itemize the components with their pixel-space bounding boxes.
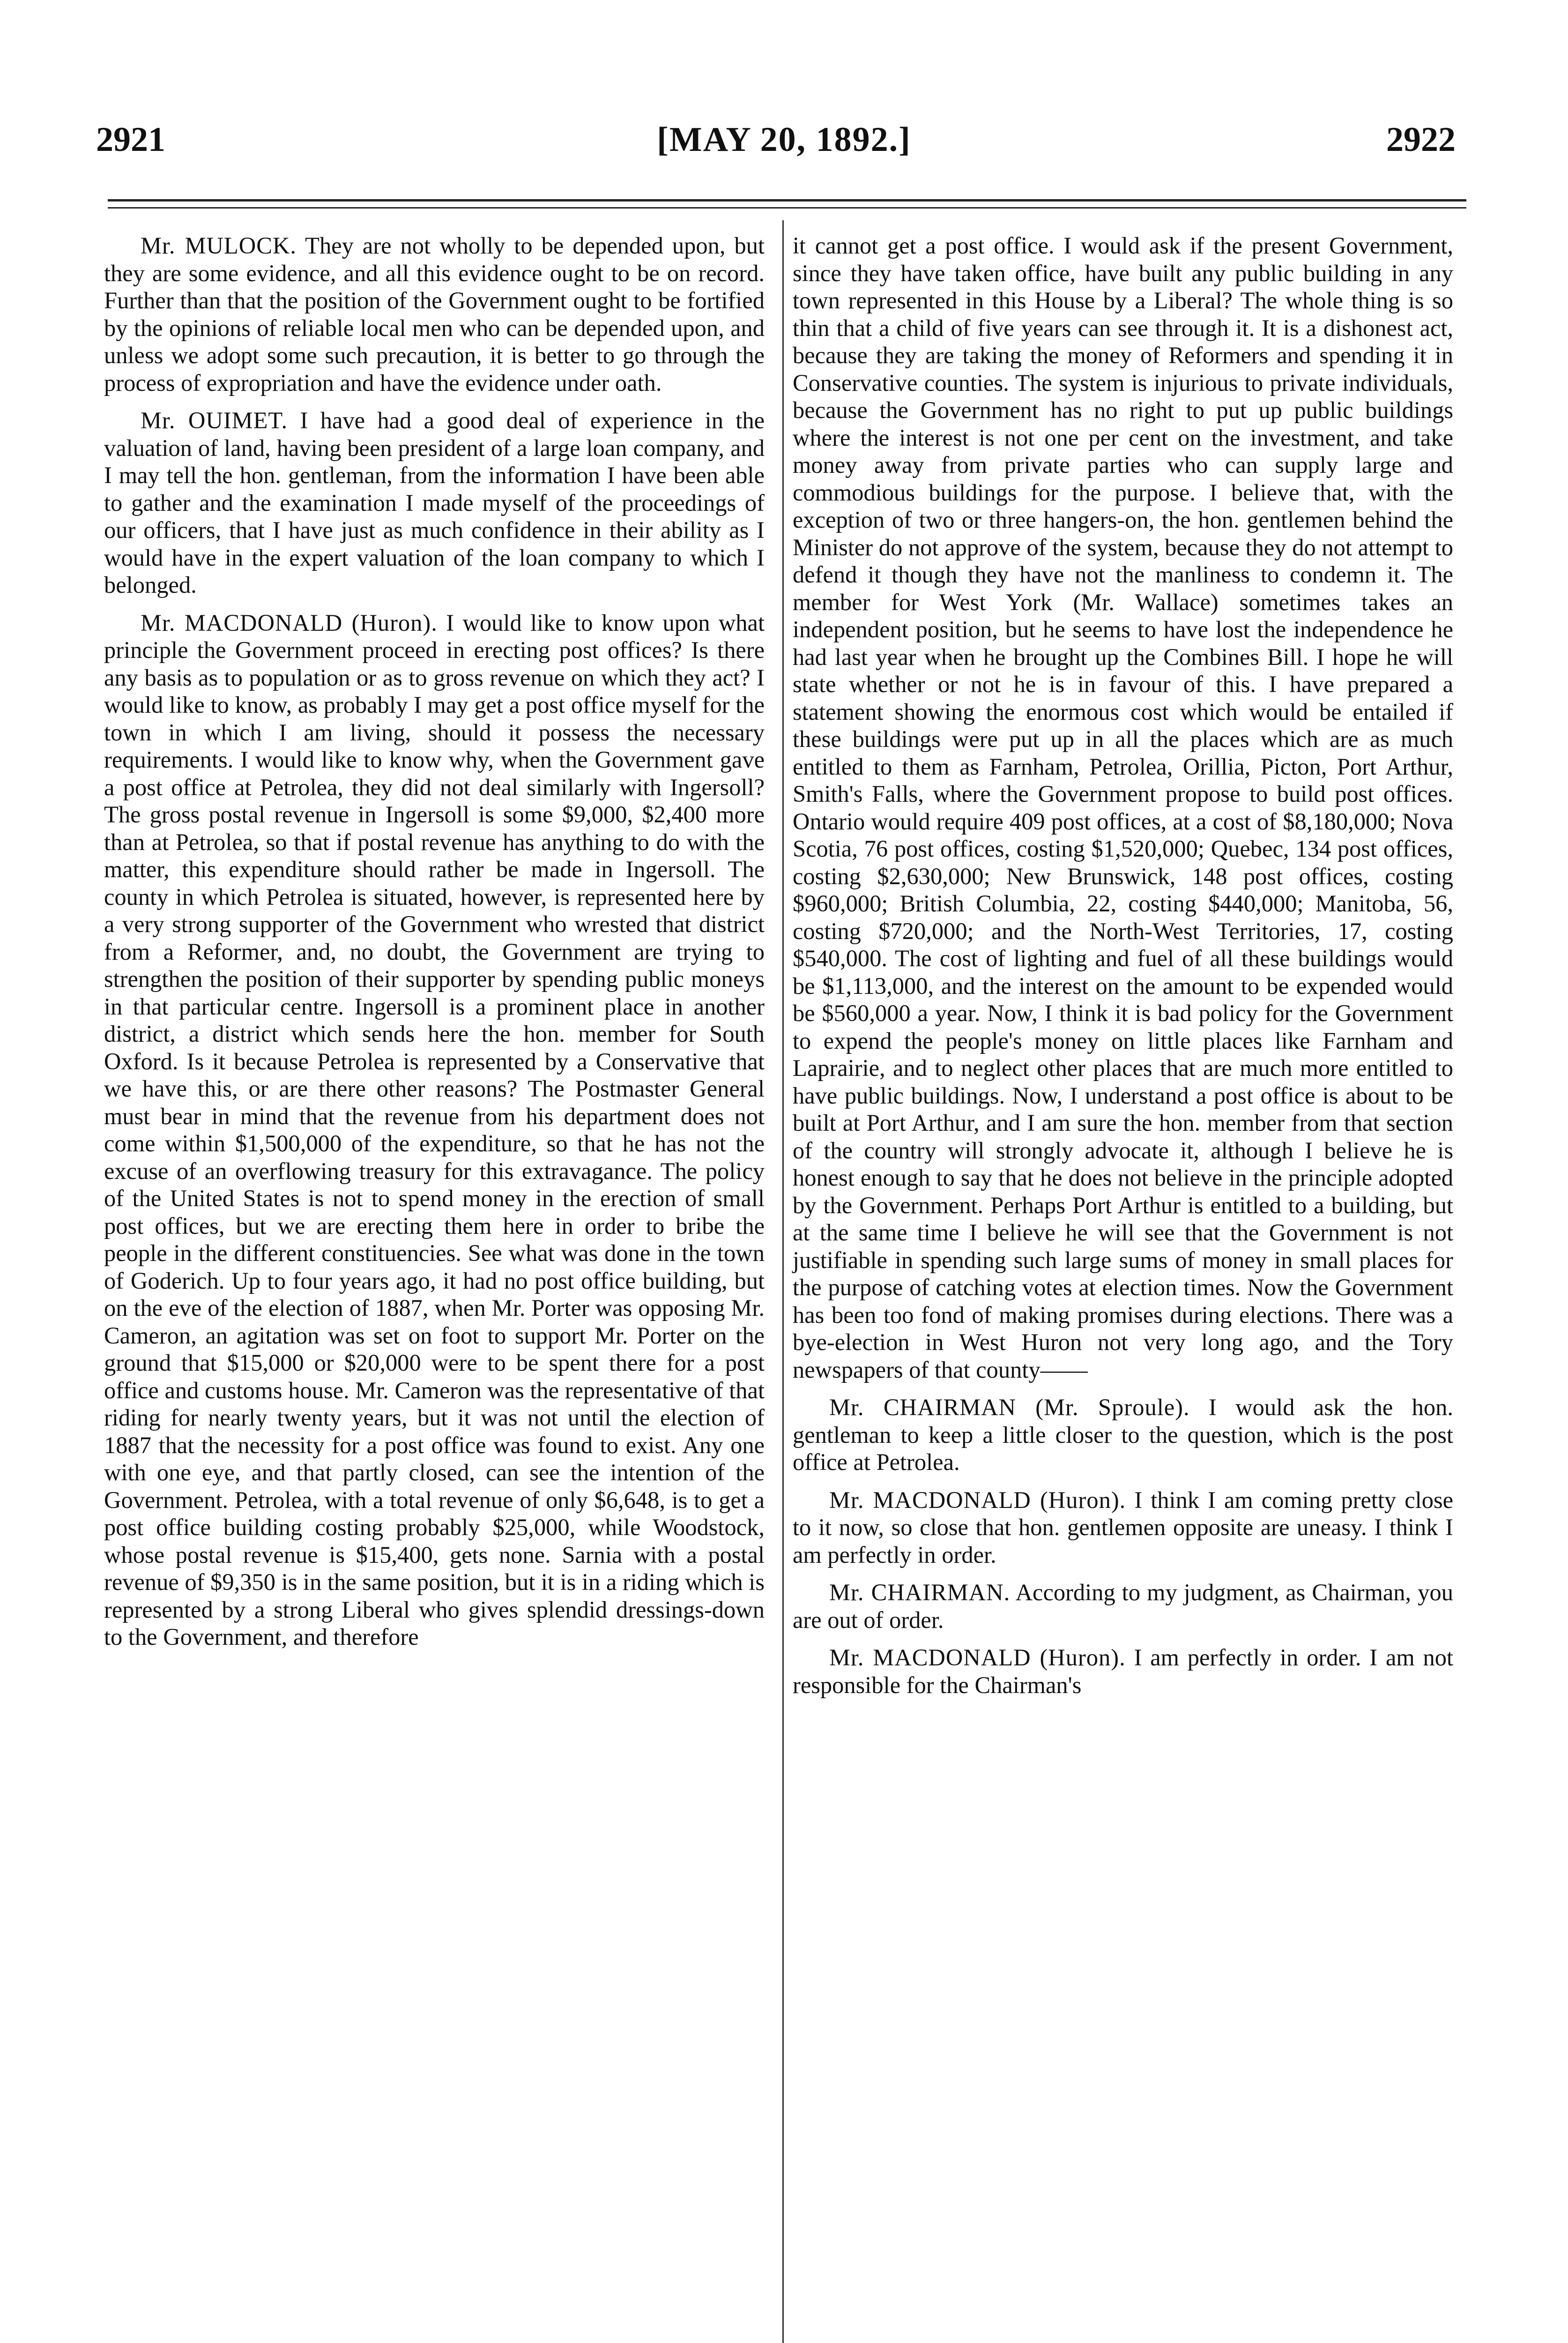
speaker-name: Mr. MACDONALD (Huron). <box>141 609 438 636</box>
paragraph <box>793 1486 1453 1569</box>
header-rule-thin <box>108 207 1466 209</box>
speaker-name: Mr. OUIMET. <box>141 407 288 433</box>
paragraph-text: According to my judgment, as Chairman, you are out of order. <box>793 1579 1454 1633</box>
left-column <box>104 232 765 1661</box>
speaker-name: Mr. CHAIRMAN (Mr. Sproule). <box>829 1394 1190 1420</box>
paragraph-text: I would like to know upon what principle the Government proceed in erecting post offices? Is there any basis as to population or as to gross revenue on which they act? I would like to know, as probably I may get a post office myself for the town in which I am living, should it possess the necessary requirements. I would like to know why, when the Government gave a post office at Petrolea, they did not deal similarly with Ingersoll? The gross postal revenue in Ingersoll is some $9,000, $2,400 more than at Petrolea, so that if postal revenue has anything to do with the matter, this expenditure should rather be made in Ingersoll. The county in which Petrolea is situated, however, is represented here by a very strong supporter of the Government who wrested that district from a Reformer, and, no doubt, the Government are trying to strengthen the position of their supporter by spending public moneys in that particular centre. Ingersoll is a prominent place in another district, a district which sends here the hon. member for South Oxford. Is it because Petrolea is represented by a Conservative that we have this, or are there other reasons? The Postmaster General must bear in mind that the revenue from his department does not come within $1,500,000 of the expenditure, so that he has not the excuse of an overflowing treasury for this extravagance. The policy of the United States is not to spend money in the erection of small post offices, but we are erecting them here in order to bribe the people in the different constituencies. See what was done in the town of Goderich. Up to four years ago, it had no post office building, but on the eve of the election of 1887, when Mr. Porter was opposing Mr. Cameron, an agitation was set on foot to support Mr. Porter on the ground that $15,000 or $20,000 were to be spent there for a post office and customs house. Mr. Cameron was the representative of that riding for nearly twenty years, but it was not until the election of 1887 that the necessity for a post office was found to exist. Any one with one eye, and that partly closed, can see the intention of the Government. Petrolea, with a total revenue of only $6,648, is to get a post office building costing probably $25,000, while Woodstock, whose postal revenue is $15,400, gets none. Sarnia with a postal revenue of $9,350 is in the same position, but it is in a riding which is represented by a strong Liberal who gives splendid dressings-down to the Government, and therefore <box>104 609 765 1650</box>
page-number-left: 2921 <box>96 120 165 159</box>
paragraph <box>104 407 765 599</box>
paragraph <box>104 609 765 1651</box>
paragraph <box>793 1579 1453 1634</box>
speaker-name: Mr. MULOCK. <box>141 232 297 259</box>
right-column <box>793 232 1453 1709</box>
paragraph <box>793 232 1453 1383</box>
paragraph-text: I have had a good deal of experience in the valuation of land, having been president of a large loan company, and I may tell the hon. gentleman, from the information I have been able to gather and the examination I made myself of the proceedings of our officers, that I have just as much confidence in their ability as I would have in the expert valuation of the loan company to which I belonged. <box>104 407 765 598</box>
page-date: [MAY 20, 1892.] <box>657 120 911 159</box>
paragraph-text: I think I am coming pretty close to it now, so close that hon. gentlemen opposite are uneasy. I think I am perfectly in order. <box>793 1486 1454 1568</box>
page-header <box>0 112 1568 168</box>
paragraph-text: They are not wholly to be depended upon, but they are some evidence, and all this evidence ought to be on record. Further than that the position of the Government ought to be fortified by the opinions of reliable local men who can be depended upon, and unless we adopt some such precaution, it is better to go through the process of expropriation and have the evidence under oath. <box>104 232 765 396</box>
paragraph <box>793 1644 1453 1699</box>
paragraph-text: I would ask the hon. gentleman to keep a little closer to the question, which is the post office at Petrolea. <box>793 1394 1454 1475</box>
column-divider <box>782 220 784 2343</box>
paragraph <box>793 1394 1453 1476</box>
speaker-name: Mr. MACDONALD (Huron). <box>829 1486 1126 1513</box>
header-rule <box>108 199 1466 201</box>
page-number-right: 2922 <box>1386 120 1456 159</box>
paragraph-text: I am perfectly in order. I am not responsible for the Chairman's <box>793 1644 1453 1698</box>
paragraph-text: it cannot get a post office. I would ask if the present Government, since they have taken office, have built any public building in any town represented in this House by a Liberal? The whole thing is so thin that a child of five years can see through it. It is a dishonest act, because they are taking the money of Reformers and spending it in Conservative counties. The system is injurious to private individuals, because the Government has no right to put up public buildings where the interest is not one per cent on the investment, and take money away from private parties who can supply large and commodious buildings for the purpose. I believe that, with the exception of two or three hangers-on, the hon. gentlemen behind the Minister do not approve of the system, because they do not attempt to defend it though they have not the manliness to condemn it. The member for West York (Mr. Wallace) sometimes takes an independent position, but he seems to have lost the independence he had last year when he brought up the Combines Bill. I hope he will state whether or not he is in favour of this. I have prepared a statement showing the enormous cost which would be entailed if these buildings were put up in all the places which are as much entitled to them as Farnham, Petrolea, Orillia, Picton, Port Arthur, Smith's Falls, where the Government propose to build post offices. Ontario would require 409 post offices, at a cost of $8,180,000; Nova Scotia, 76 post offices, costing $1,520,000; Quebec, 134 post offices, costing $2,630,000; New Brunswick, 148 post offices, costing $960,000; British Columbia, 22, costing $440,000; Manitoba, 56, costing $720,000; and the North-West Territories, 17, costing $540,000. The cost of lighting and fuel of all these buildings would be $1,113,000, and the interest on the amount to be expended would be $560,000 a year. Now, I think it is bad policy for the Government to expend the people's money on little places like Farnham and Laprairie, and to neglect other places that are much more entitled to have public buildings. Now, I understand a post office is about to be built at Port Arthur, and I am sure the hon. member from that section of the country will strongly advocate it, although I believe he is honest enough to say that he does not believe in the principle adopted by the Government. Perhaps Port Arthur is entitled to a building, but at the same time I believe he will see that the Government is not justifiable in spending such large sums of money in small places for the purpose of catching votes at election times. Now the Government has been too fond of making promises during elections. There was a bye-election in West Huron not very long ago, and the Tory newspapers of that county—— <box>793 232 1453 1383</box>
speaker-name: Mr. MACDONALD (Huron). <box>829 1644 1126 1671</box>
speaker-name: Mr. CHAIRMAN. <box>829 1579 1011 1605</box>
paragraph <box>104 232 765 396</box>
